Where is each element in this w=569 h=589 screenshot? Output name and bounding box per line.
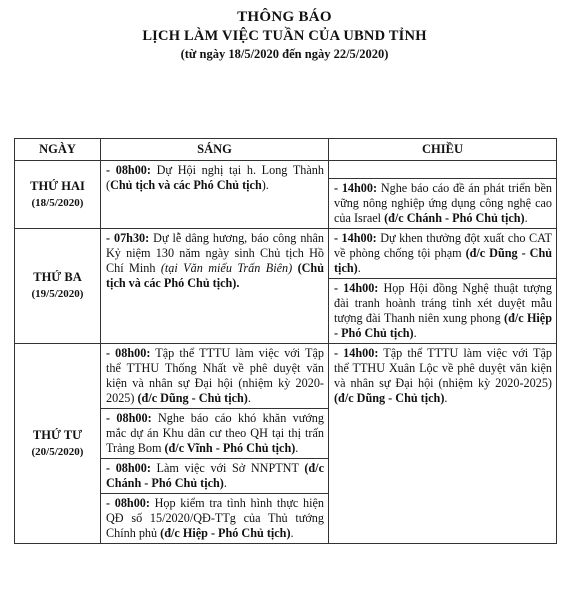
entry-assignee: (Chủ tịch và các Phó Chủ tịch	[106, 261, 324, 290]
day-name: THỨ BA	[33, 270, 82, 284]
table-row	[15, 344, 557, 544]
entry-assignee: (đ/c Dũng - Chủ tịch)	[334, 246, 553, 275]
entry-end: ).	[261, 178, 269, 192]
entry-text: Họp Hội đồng Nghệ thuật tượng đài tranh hoành tráng tỉnh xét duyệt mẫu tượng đài Thanh niên xung phong	[334, 281, 552, 325]
entry-assignee: (đ/c Hiệp - Phó Chủ tịch)	[334, 311, 552, 340]
schedule-subtitle: LỊCH LÀM VIỆC TUẦN CỦA UBND TỈNH	[142, 28, 427, 44]
entry-end: .	[223, 476, 227, 490]
entry-end: .	[290, 526, 294, 540]
entry-assignee: (đ/c Dũng - Chủ tịch)	[137, 391, 248, 405]
afternoon-cell-content	[329, 229, 556, 343]
entry-time: - 08h00:	[106, 411, 152, 425]
entry-time: - 07h30:	[106, 231, 150, 245]
entry-assignee: (đ/c Dũng - Chủ tịch)	[334, 391, 445, 405]
day-cell	[15, 344, 101, 544]
afternoon-empty-slot	[329, 161, 556, 179]
column-header-morning: SÁNG	[101, 139, 329, 161]
schedule-entry	[101, 494, 328, 543]
schedule-entry	[329, 179, 556, 228]
morning-cell	[101, 161, 329, 229]
afternoon-cell	[329, 229, 557, 344]
entry-place: (tại Văn miếu Trấn Biên)	[160, 261, 293, 275]
entry-assignee: Chủ tịch và các Phó Chủ tịch	[110, 178, 262, 192]
entry-assignee: (đ/c Chánh - Phó Chủ tịch)	[106, 461, 324, 490]
afternoon-cell-content	[329, 344, 556, 408]
schedule-entry	[329, 279, 556, 343]
entry-time: - 08h00:	[106, 461, 151, 475]
schedule-entry	[101, 459, 328, 494]
entry-end: .	[413, 326, 417, 340]
table-row	[15, 229, 557, 344]
morning-cell-content	[101, 161, 328, 195]
schedule-entry	[101, 409, 328, 459]
entry-text: Làm việc với Sở NNPTNT	[150, 461, 305, 475]
afternoon-cell	[329, 161, 557, 229]
morning-cell	[101, 229, 329, 344]
schedule-entry	[101, 161, 328, 195]
entry-time: - 08h00:	[106, 346, 151, 360]
day-date: (20/5/2020)	[31, 445, 84, 458]
entry-text: Họp kiểm tra tình hình thực hiện QĐ số 15/2020/QĐ-TTg của Thủ tướng Chính phủ	[106, 496, 324, 540]
entry-end: .	[357, 261, 361, 275]
notice-title: THÔNG BÁO	[237, 9, 332, 25]
afternoon-cell-content	[329, 161, 556, 228]
entry-time: - 14h00:	[334, 281, 379, 295]
document-header	[0, 0, 569, 63]
entry-time: - 14h00:	[334, 231, 377, 245]
afternoon-cell	[329, 344, 557, 544]
entry-time: - 14h00:	[334, 181, 378, 195]
entry-assignee: (đ/c Vĩnh - Phó Chủ tịch)	[164, 441, 296, 455]
entry-text: Dự lễ dâng hương, báo công nhân Kỷ niệm 130 năm ngày sinh Chủ tịch Hồ Chí Minh	[106, 231, 325, 275]
schedule-entry	[101, 344, 328, 409]
entry-text: Tập thể TTTU làm việc với Tập thể TTHU Xuân Lộc về phê duyệt văn kiện và nhân sự Đại hội (nhiệm kỳ 2020-2025)	[334, 346, 552, 390]
column-header-afternoon: CHIỀU	[329, 139, 557, 161]
morning-cell	[101, 344, 329, 544]
day-date: (18/5/2020)	[31, 196, 84, 209]
entry-assignee: (đ/c Hiệp - Phó Chủ tịch)	[160, 526, 291, 540]
table-row	[15, 161, 557, 229]
entry-end: .	[444, 391, 448, 405]
schedule-table	[14, 138, 557, 544]
entry-text: Nghe báo cáo khó khăn vướng mắc dự án Khu dân cư theo QH tại thị trấn Trảng Bom	[106, 411, 324, 455]
schedule-entry	[329, 229, 556, 279]
schedule-entry	[101, 229, 328, 293]
entry-text: Dự Hội nghị tại h. Long Thành (	[106, 163, 324, 192]
date-range: (từ ngày 18/5/2020 đến ngày 22/5/2020)	[180, 47, 389, 61]
column-header-day: NGÀY	[15, 139, 101, 161]
entry-end: .	[247, 391, 251, 405]
entry-end: ).	[232, 276, 240, 290]
day-cell	[15, 229, 101, 344]
table-header-row	[15, 139, 557, 161]
entry-text: Dự khen thưởng đột xuất cho CAT về phòng chống tội phạm	[334, 231, 552, 260]
day-name: THỨ HAI	[30, 178, 85, 193]
entry-end: .	[295, 441, 299, 455]
morning-cell-content	[101, 344, 328, 543]
entry-text: Nghe báo cáo đề án phát triển bền vững nông nghiệp ứng dụng công nghệ cao của Israel	[334, 181, 552, 225]
entry-assignee: (đ/c Chánh - Phó Chủ tịch)	[384, 211, 525, 225]
entry-text: Tập thể TTTU làm việc với Tập thể TTHU Thống Nhất về phê duyệt văn kiện và nhân sự Đại hội (nhiệm kỳ 2020-2025)	[106, 346, 324, 405]
day-cell	[15, 161, 101, 229]
entry-time: - 14h00:	[334, 346, 379, 360]
entry-end: .	[524, 211, 528, 225]
schedule-entry	[329, 344, 556, 408]
entry-time: - 08h00:	[106, 163, 151, 177]
day-date: (19/5/2020)	[31, 288, 84, 300]
entry-time: - 08h00:	[106, 496, 150, 510]
morning-cell-content	[101, 229, 328, 293]
day-name: THỨ TƯ	[32, 427, 83, 442]
